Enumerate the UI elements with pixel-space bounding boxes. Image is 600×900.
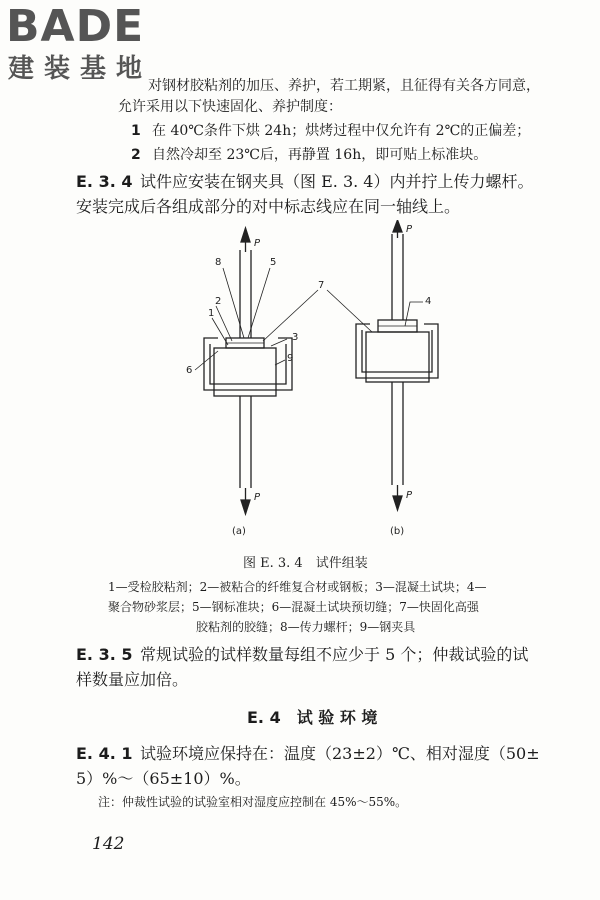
figure-legend-line-3: 胶粘剂的胶缝；8—传力螺杆；9—钢夹具 bbox=[196, 620, 416, 634]
list-item-1-text: 在 40℃条件下烘 24h；烘烤过程中仅允许有 2℃的正偏差； bbox=[152, 123, 531, 139]
section-e41-line-2: 5）%～（65±10）%。 bbox=[76, 769, 251, 788]
watermark-logo: BADE bbox=[6, 1, 145, 52]
callout-2: 2 bbox=[215, 296, 222, 307]
figure-specimen-assembly bbox=[0, 220, 600, 550]
callout-8: 8 bbox=[215, 257, 222, 268]
section-e35-line-1: 常规试验的试样数量每组不应少于 5 个；仲裁试验的试 bbox=[140, 645, 529, 664]
figure-a-labels bbox=[186, 238, 324, 537]
callout-9: 9 bbox=[287, 353, 294, 364]
watermark-logo-subtitle: 建装基地 bbox=[8, 54, 153, 84]
list-item-2-text: 自然冷却至 23℃后，再静置 16h，即可贴上标准块。 bbox=[152, 147, 488, 163]
callout-5: 5 bbox=[270, 257, 277, 268]
section-number-e35: E. 3. 5 bbox=[76, 645, 133, 664]
section-e41-line-1: 试验环境应保持在：温度（23±2）℃、相对湿度（50± bbox=[140, 744, 540, 763]
callout-7: 7 bbox=[318, 280, 325, 291]
figure-legend-line-2: 聚合物砂浆层；5—钢标准块；6—混凝土试块预切缝；7—快固化高强 bbox=[108, 600, 479, 614]
force-label-top-a: P bbox=[254, 238, 261, 249]
section-heading-e4: E. 4 试 验 环 境 bbox=[247, 708, 378, 727]
force-label-bottom-b: P bbox=[406, 490, 413, 501]
intro-line-2: 允许采用以下快速固化、养护制度： bbox=[118, 99, 342, 115]
figure-a bbox=[195, 228, 372, 514]
section-e34-line-2: 安装完成后各组成部分的对中标志线应在同一轴线上。 bbox=[76, 197, 461, 216]
callout-4: 4 bbox=[425, 296, 432, 307]
section-number-e34: E. 3. 4 bbox=[76, 172, 133, 191]
force-label-top-b: P bbox=[406, 224, 413, 235]
list-item-1-number: 1 bbox=[131, 123, 141, 139]
note-text: 注：仲裁性试验的试验室相对湿度应控制在 45%～55%。 bbox=[98, 795, 408, 809]
figure-label-a: (a) bbox=[232, 526, 246, 537]
figure-b-labels bbox=[390, 224, 431, 537]
callout-6: 6 bbox=[186, 365, 193, 376]
figure-legend-line-1: 1—受检胶粘剂；2—被粘合的纤维复合材或钢板；3—混凝土试块；4— bbox=[108, 580, 487, 594]
force-label-bottom-a: P bbox=[254, 492, 261, 503]
callout-3: 3 bbox=[292, 332, 299, 343]
section-number-e41: E. 4. 1 bbox=[76, 744, 133, 763]
page-number: 142 bbox=[92, 834, 125, 854]
section-e35-line-2: 样数量应加倍。 bbox=[76, 670, 189, 689]
callout-1: 1 bbox=[208, 308, 215, 319]
figure-label-b: (b) bbox=[390, 526, 405, 537]
figure-b bbox=[356, 220, 438, 510]
section-e34-line-1: 试件应安装在钢夹具（图 E. 3. 4）内并拧上传力螺杆。 bbox=[140, 172, 534, 191]
list-item-2-number: 2 bbox=[131, 147, 141, 163]
intro-line-1: 对钢材胶粘剂的加压、养护，若工期紧，且征得有关各方同意， bbox=[148, 78, 540, 94]
figure-caption-title: 图 E. 3. 4 试件组装 bbox=[243, 556, 368, 571]
